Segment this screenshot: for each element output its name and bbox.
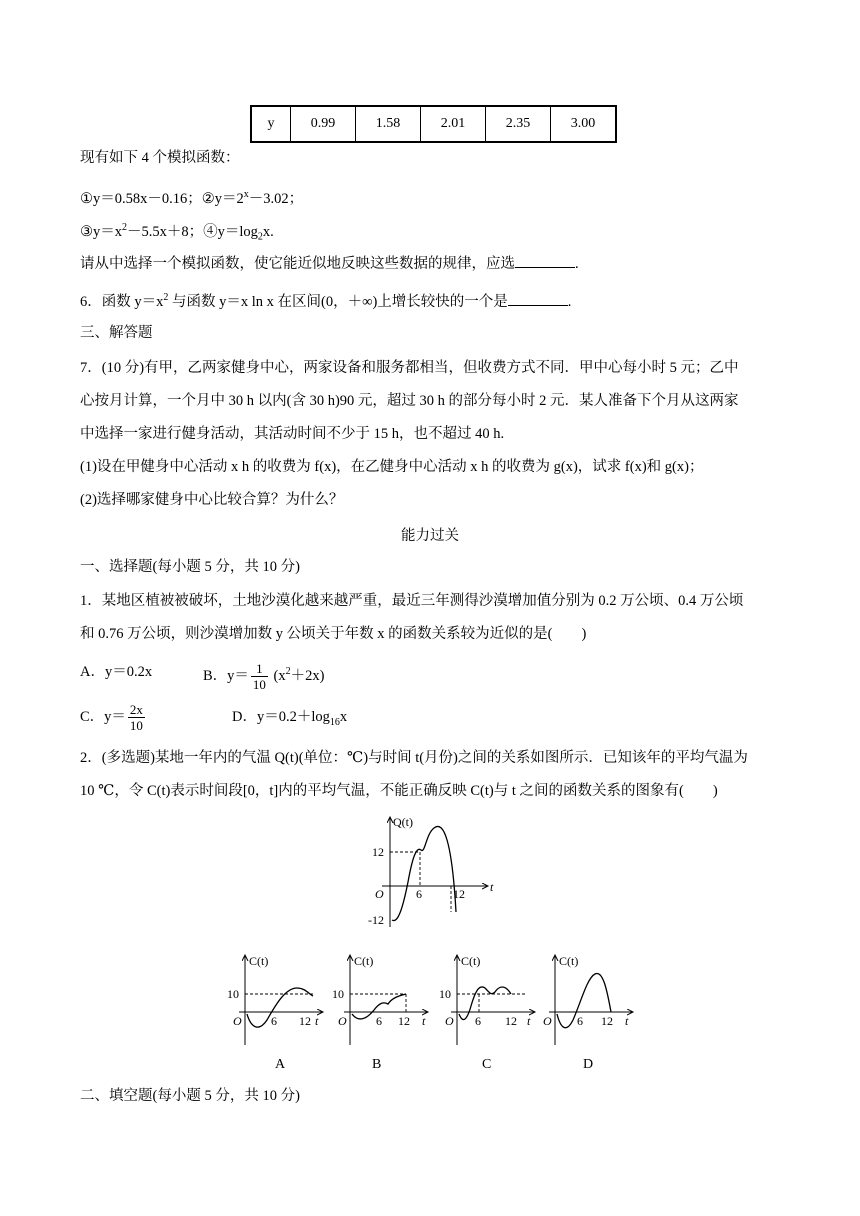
tick-label-6: 6 xyxy=(416,887,422,901)
tick-label-6: 6 xyxy=(475,1014,481,1028)
y-label: C(t) xyxy=(354,954,374,968)
origin-label: O xyxy=(338,1014,347,1028)
origin-label: O xyxy=(233,1014,242,1028)
mc2-line-1: 2．(多选题)某地一年内的气温 Q(t)(单位：℃)与时间 t(月份)之间的关系如图所示．已知该年的平均气温为 xyxy=(80,750,748,766)
origin-label: O xyxy=(445,1014,454,1028)
tick-label-6: 6 xyxy=(271,1014,277,1028)
origin-label: O xyxy=(543,1014,552,1028)
question-6: 6．函数 $y=x^2$ 与函数 y＝x ln x 在区间(0，＋∞)上增长较快的一个是 . xyxy=(80,292,572,310)
temperature-curve xyxy=(392,826,456,920)
tick-label-10: 10 xyxy=(227,987,239,1001)
mc1-option-b: B．y＝ $\frac{1}{10}$ $(x^2+2x)$ xyxy=(203,661,325,692)
temperature-graph xyxy=(360,812,500,937)
y-label: C(t) xyxy=(559,954,579,968)
q7-line-4: (1)设在甲健身中心活动 x h 的收费为 f(x)，在乙健身中心活动 x h 的收费为 g(x)，试求 f(x)和 g(x)； xyxy=(80,459,704,475)
curve xyxy=(459,987,511,1020)
p5-functions-1: ①y＝0.58x－0.16；$②y=2^x-3.02$； xyxy=(80,189,304,207)
x-label: t xyxy=(422,1014,426,1028)
fraction: $\frac{1}{10}$ xyxy=(252,661,266,692)
p5-functions-2: $③y=x^2-5.5x+8$；$④y=\log_2x$. xyxy=(80,222,274,243)
table-cell: 3.00 xyxy=(551,106,617,142)
tick-label-12: 12 xyxy=(398,1014,410,1028)
ability-title: 能力过关 xyxy=(401,528,459,544)
tick-label-12x: 12 xyxy=(453,887,465,901)
t-axis-label: t xyxy=(490,880,494,894)
q-axis-label: Q(t) xyxy=(393,815,413,829)
mc1-option-c: C．y＝ $\frac{2x}{10}$ xyxy=(80,702,143,734)
graph-letter: C xyxy=(482,1057,492,1072)
section-1-heading: 一、选择题(每小题 5 分，共 10 分) xyxy=(80,559,300,575)
section-2-heading: 二、填空题(每小题 5 分，共 10 分) xyxy=(80,1088,300,1104)
q7-line-5: (2)选择哪家健身中心比较合算？为什么？ xyxy=(80,492,344,508)
fraction: $\frac{2x}{10}$ xyxy=(129,702,143,734)
tick-label-6: 6 xyxy=(376,1014,382,1028)
q7-line-1: 7．(10 分)有甲，乙两家健身中心，两家设备和服务都相当，但收费方式不同．甲中心每小时 5 元；乙中 xyxy=(80,360,739,376)
graph-c xyxy=(439,954,535,1072)
mc1-option-a: A．y＝0.2x xyxy=(80,664,153,680)
y-label: C(t) xyxy=(461,954,481,968)
table-cell: 2.01 xyxy=(421,106,486,142)
tick-label-12: 12 xyxy=(505,1014,517,1028)
mc1-line-2: 和 0.76 万公顷，则沙漠增加数 y 公顷关于年数 x 的函数关系较为近似的是( ) xyxy=(80,626,587,642)
tick-label-12: 12 xyxy=(601,1014,613,1028)
graph-b xyxy=(332,954,428,1072)
table-cell: 2.35 xyxy=(486,106,551,142)
mc1-option-d: D．$y=0.2+\log_{16}x$ xyxy=(232,709,348,728)
option-graphs xyxy=(225,950,645,1075)
graph-letter: D xyxy=(583,1057,594,1072)
answer-blank xyxy=(508,291,568,306)
graph-a xyxy=(227,954,323,1072)
x-label: t xyxy=(315,1014,319,1028)
q7-line-2: 心按月计算，一个月中 30 h 以内(含 30 h)90 元，超过 30 h 的部分每小时 2 元．某人准备下个月从这两家 xyxy=(80,393,739,409)
mc2-line-2: 10 ℃，令 C(t)表示时间段[0，t]内的平均气温，不能正确反映 C(t)与 t 之间的函数关系的图象有( ) xyxy=(80,783,718,799)
tick-label-10: 10 xyxy=(439,987,451,1001)
tick-label-10: 10 xyxy=(332,987,344,1001)
q7-line-3: 中选择一家进行健身活动，其活动时间不少于 15 h，也不超过 40 h. xyxy=(80,426,505,442)
p5-question: 请从中选择一个模拟函数，使它能近似地反映这些数据的规律，应选 . xyxy=(80,253,579,274)
table-cell: 1.58 xyxy=(356,106,421,142)
x-label: t xyxy=(527,1014,531,1028)
tick-label-12: 12 xyxy=(372,845,384,859)
table-label-cell: y xyxy=(251,106,291,142)
tick-label-6: 6 xyxy=(577,1014,583,1028)
mc1-line-1: 1．某地区植被被破坏，土地沙漠化越来越严重，最近三年测得沙漠增加值分别为 0.2 万公顷、0.4 万公顷 xyxy=(80,593,744,609)
table-row xyxy=(251,106,616,142)
p5-intro: 现有如下 4 个模拟函数： xyxy=(80,150,240,166)
answer-blank xyxy=(515,253,575,268)
section-3-heading: 三、解答题 xyxy=(80,325,153,341)
graph-letter: B xyxy=(372,1057,382,1072)
origin-label: O xyxy=(375,887,384,901)
table-cell: 0.99 xyxy=(291,106,356,142)
x-label: t xyxy=(625,1014,629,1028)
y-label: C(t) xyxy=(249,954,269,968)
tick-label-12: 12 xyxy=(299,1014,311,1028)
data-table xyxy=(250,105,617,143)
tick-label-neg12: -12 xyxy=(368,913,384,927)
graph-letter: A xyxy=(275,1057,286,1072)
graph-d xyxy=(543,954,633,1072)
